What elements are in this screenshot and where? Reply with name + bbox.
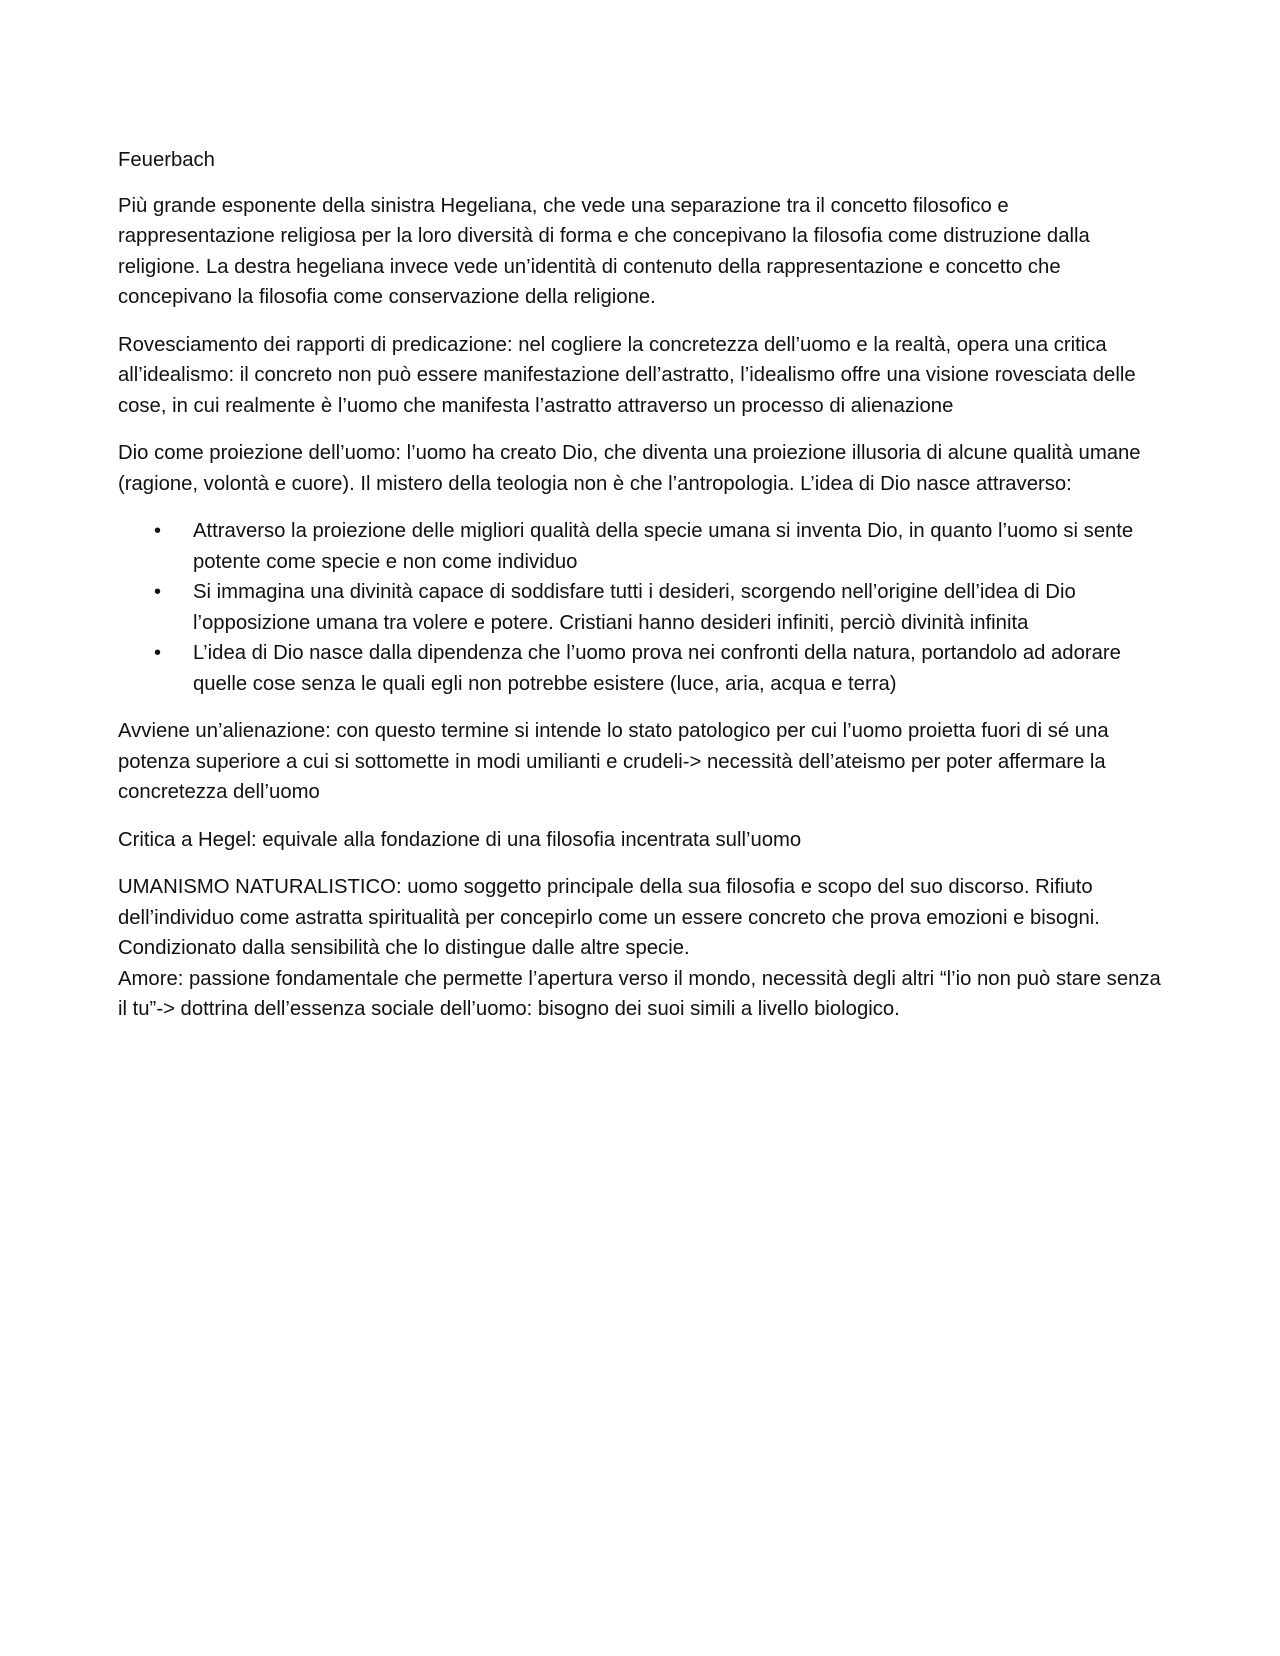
list-item-text: Si immagina una divinità capace di soddisfare tutti i desideri, scorgendo nell’origine dell’idea di Dio l’opposizione umana tra volere e potere. Cristiani hanno desideri infiniti, perciò divinità infinita	[193, 581, 1076, 634]
list-item	[118, 577, 1168, 638]
paragraph-umanismo: UMANISMO NATURALISTICO: uomo soggetto principale della sua filosofia e scopo del suo discorso. Rifiuto dell’individuo come astratta spiritualità per concepirlo come un essere concreto che prova emozioni e bisogni. Condizionato dalla sensibilità che lo distingue dalle altre specie.	[118, 876, 1100, 959]
list-item-text: L’idea di Dio nasce dalla dipendenza che l’uomo prova nei confronti della natura, portandolo ad adorare quelle cose senza le quali egli non potrebbe esistere (luce, aria, acqua e terra)	[193, 642, 1121, 695]
bullet-icon: •	[154, 642, 162, 664]
bullet-icon: •	[154, 581, 162, 603]
paragraph-critica-hegel: Critica a Hegel: equivale alla fondazione di una filosofia incentrata sull’uomo	[118, 828, 802, 851]
list-item	[118, 638, 1168, 699]
document-page	[118, 145, 1168, 1025]
bullet-list	[118, 516, 1168, 699]
paragraph-dio-proiezione: Dio come proiezione dell’uomo: l’uomo ha creato Dio, che diventa una proiezione illusoria di alcune qualità umane (ragione, volontà e cuore). Il mistero della teologia non è che l’antropologia. L’idea di Dio nasce attraverso:	[118, 442, 1141, 495]
paragraph-rovesciamento: Rovesciamento dei rapporti di predicazione: nel cogliere la concretezza dell’uomo e la realtà, opera una critica all’idealismo: il concreto non può essere manifestazione dell’astratto, l’idealismo offre una visione rovesciata delle cose, in cui realmente è l’uomo che manifesta l’astratto attraverso un processo di alienazione	[118, 333, 1136, 417]
paragraph-alienazione: Avviene un’alienazione: con questo termine si intende lo stato patologico per cui l’uomo proietta fuori di sé una potenza superiore a cui si sottomette in modi umilianti e crudeli-> necessità dell’ateismo per poter affermare la concretezza dell’uomo	[118, 720, 1109, 803]
document-title: Feuerbach	[118, 149, 215, 171]
list-item-text: Attraverso la proiezione delle migliori qualità della specie umana si inventa Dio, in quanto l’uomo si sente potente come specie e non come individuo	[193, 520, 1134, 573]
paragraph-amore: Amore: passione fondamentale che permette l’apertura verso il mondo, necessità degli altri “l’io non può stare senza il tu”-> dottrina dell’essenza sociale dell’uomo: bisogno dei suoi simili a livello biologico.	[118, 967, 1161, 1020]
list-item	[118, 516, 1168, 577]
bullet-icon: •	[154, 520, 162, 542]
paragraph-sinistra-hegeliana: Più grande esponente della sinistra Hegeliana, che vede una separazione tra il concetto filosofico e rappresentazione religiosa per la loro diversità di forma e che concepivano la filosofia come distruzione dalla religione. La destra hegeliana invece vede un’identità di contenuto della rappresentazione e concetto che concepivano la filosofia come conservazione della religione.	[118, 194, 1090, 308]
